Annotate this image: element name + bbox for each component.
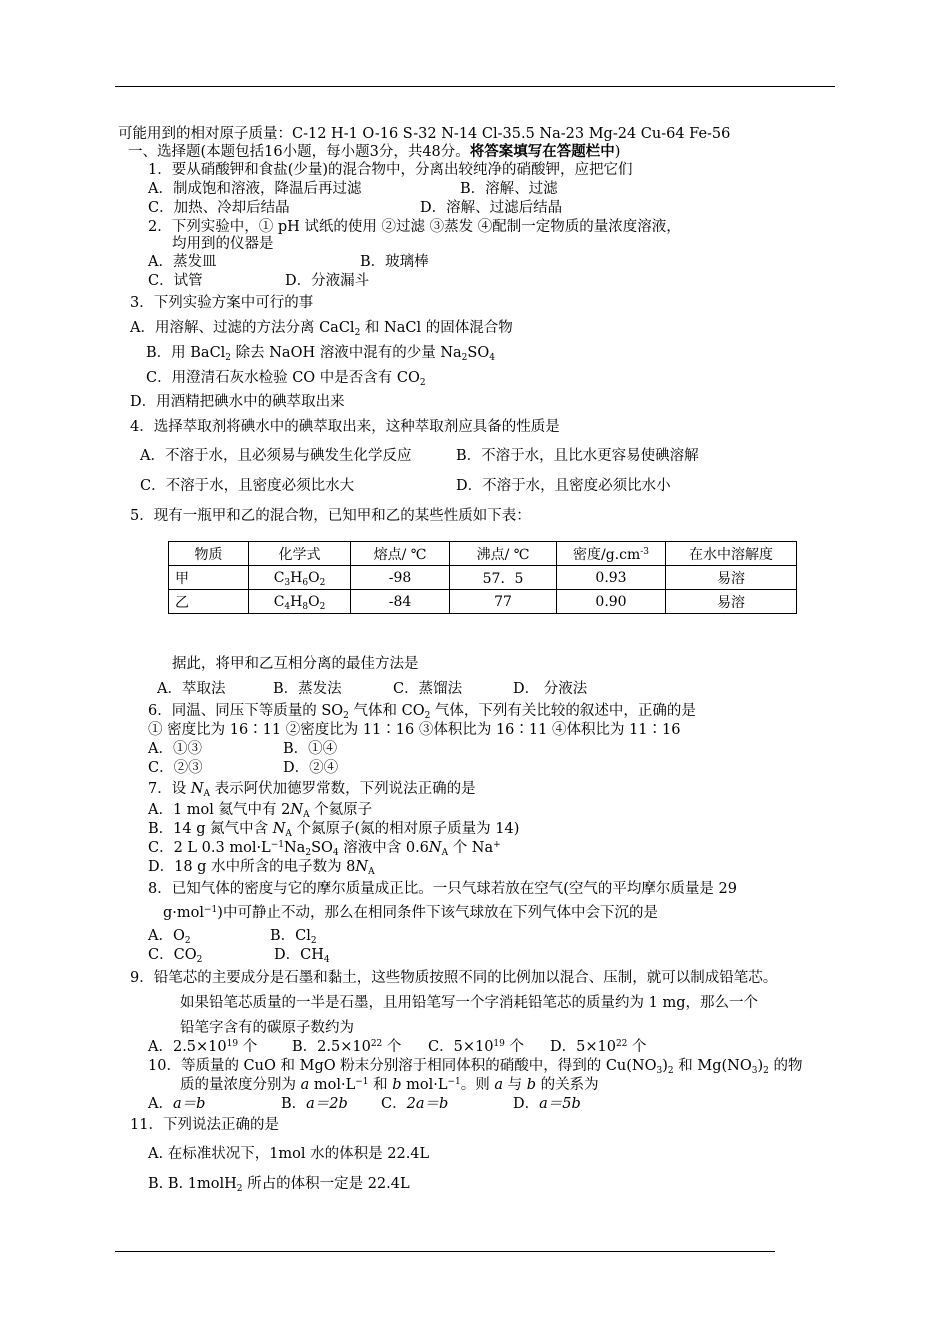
q10-option-b: B．a＝2b (281, 1096, 348, 1112)
q4-stem: 4．选择萃取剂将碘水中的碘萃取出来，这种萃取剂应具备的性质是 (130, 419, 560, 435)
q3-option-a: A．用溶解、过滤的方法分离 CaCl$_2$ 和 NaCl 的固体混合物 (130, 320, 513, 338)
q6-stem: 6．同温、同压下等质量的 $SO_2$ 气体和 $CO_2$ 气体，下列有关比较的叙述中，正确的是 (148, 703, 696, 721)
table-header-cell: 化学式 (249, 542, 351, 566)
q7-option-a: A．1 mol 氦气中有 $2N_A$ 个氦原子 (148, 802, 373, 820)
top-rule (115, 86, 835, 87)
q10-option-d: D．a＝5b (513, 1096, 581, 1112)
q1-stem: 1．要从硝酸钾和食盐(少量)的混合物中，分离出较纯净的硝酸钾，应把它们 (148, 162, 633, 178)
q9-option-b: B．$2.5\times 10^{22}$ 个 (292, 1039, 402, 1055)
table-header-row (169, 542, 797, 566)
q8-option-a: A．$O_2$ (148, 928, 191, 946)
q7-stem: 7．设 $N_A$ 表示阿伏加德罗常数，下列说法正确的是 (148, 781, 476, 799)
q2-option-c: C．试管 (148, 273, 203, 289)
q2-stem-cont: 均用到的仪器是 (172, 236, 274, 252)
q7-option-c: C．2 L 0.3 $mol\cdot L^{-1}Na_2SO_4$ 溶液中含 $0.6N_A$ 个 Na+ (148, 840, 501, 858)
table-cell: 乙 (169, 590, 249, 614)
q9-option-a: A．$2.5\times 10^{19}$ 个 (148, 1039, 258, 1055)
q3-option-b: B．用 BaCl$_2$ 除去 NaOH 溶液中混有的少量 $Na_2SO_4$ (146, 345, 495, 363)
q4-option-b: B．不溶于水，且比水更容易使碘溶解 (456, 448, 699, 464)
q2-stem: 2．下列实验中，① pH 试纸的使用 ②过滤 ③蒸发 ④配制一定物质的量浓度溶液， (148, 219, 681, 235)
table-header-cell: 在水中溶解度 (666, 542, 797, 566)
q3-option-c: C．用澄清石灰水检验 CO 中是否含有 $CO_2$ (146, 370, 426, 388)
section-title: 一、选择题(本题包括16小题，每小题3分，共48分。将答案填写在答题栏中) (128, 143, 621, 160)
q1-option-d: D．溶解、过滤后结晶 (420, 200, 563, 216)
q4-option-d: D．不溶于水，且密度必须比水小 (456, 478, 671, 494)
q1-option-c: C．加热、冷却后结晶 (148, 200, 290, 216)
q9-stem-cont2: 铅笔字含有的碳原子数约为 (180, 1020, 354, 1036)
table-cell: 57．5 (450, 566, 557, 590)
bottom-rule (115, 1251, 775, 1252)
q10-stem: 10．等质量的 CuO 和 MgO 粉末分别溶于相同体积的硝酸中，得到的 $Cu(NO_3)_2$ 和 $Mg(NO_3)_2$ 的物 (148, 1058, 803, 1076)
q2-option-a: A．蒸发皿 (148, 254, 217, 270)
q9-option-c: C．$5\times 10^{19}$ 个 (428, 1039, 524, 1055)
q5-option-c: C．蒸馏法 (393, 681, 463, 697)
table-cell: 易溶 (666, 566, 797, 590)
q9-stem-cont: 如果铅笔芯质量的一半是石墨，且用铅笔写一个字消耗铅笔芯的质量约为 1 mg，那么一个 (180, 995, 758, 1011)
q8-option-d: D．$CH_4$ (274, 947, 330, 965)
q5-option-b: B．蒸发法 (273, 681, 342, 697)
q9-option-d: D．$5\times 10^{22}$ 个 (550, 1039, 647, 1055)
q4-option-c: C．不溶于水，且密度必须比水大 (140, 478, 355, 494)
table-header-cell: 熔点/ ℃ (351, 542, 450, 566)
q1-option-b: B．溶解、过滤 (460, 181, 558, 197)
q6-option-d: D．②④ (283, 760, 339, 776)
q9-stem: 9．铅笔芯的主要成分是石墨和黏土，这些物质按照不同的比例加以混合、压制，就可以制成铅笔芯。 (130, 970, 778, 986)
q3-option-d: D．用酒精把碘水中的碘萃取出来 (130, 394, 345, 410)
table-cell: 77 (450, 590, 557, 614)
q1-option-a: A．制成饱和溶液，降温后再过滤 (148, 181, 362, 197)
q6-option-b: B．①④ (283, 741, 338, 757)
q11-option-b: B. B. 1molH$_2$ 所占的体积一定是 22.4L (148, 1176, 410, 1194)
q11-option-a: A. 在标准状况下，1mol 水的体积是 22.4L (148, 1146, 430, 1162)
table-cell: -84 (351, 590, 450, 614)
table-header-cell: 密度$/g.cm^{-3}$ (557, 542, 666, 566)
q4-option-a: A．不溶于水，且必须易与碘发生化学反应 (140, 448, 412, 464)
q8-stem-cont: g·mol$^{-1}$)中可静止不动，那么在相同条件下该气球放在下列气体中会下沉的是 (163, 905, 658, 921)
q5-option-d: D． 分液法 (513, 681, 588, 697)
table-row (169, 566, 797, 590)
q7-option-d: D．18 g 水中所含的电子数为 $8N_A$ (148, 859, 375, 877)
table-cell: 0.93 (557, 566, 666, 590)
table-cell: 易溶 (666, 590, 797, 614)
q6-option-a: A．①③ (148, 741, 202, 757)
table-cell: 0.90 (557, 590, 666, 614)
q10-stem-cont: 质的量浓度分别为 a $mol\cdot L^{-1}$ 和 b $mol\cdot L^{-1}$。则 a 与 b 的关系为 (180, 1077, 599, 1093)
q8-option-c: C．$CO_2$ (148, 947, 203, 965)
table-cell: $C_4H_8O_2$ (249, 590, 351, 614)
q7-option-b: B．14 g 氮气中含 $N_A$ 个氮原子(氮的相对原子质量为 14) (148, 821, 520, 839)
q3-stem: 3．下列实验方案中可行的事 (130, 295, 314, 311)
q10-option-c: C．2a＝b (381, 1096, 449, 1112)
properties-table (168, 541, 797, 614)
q2-option-b: B．玻璃棒 (360, 254, 429, 270)
atomic-mass-note: 可能用到的相对原子质量：C-12 H-1 O-16 S-32 N-14 Cl-35.5 Na-23 Mg-24 Cu-64 Fe-56 (118, 126, 731, 142)
q6-statements: ① 密度比为 16∶11 ②密度比为 11∶16 ③体积比为 16∶11 ④体积比为 11∶16 (148, 722, 681, 738)
q5-stem-cont: 据此，将甲和乙互相分离的最佳方法是 (172, 656, 419, 672)
q2-option-d: D．分液漏斗 (285, 273, 370, 289)
table-cell: -98 (351, 566, 450, 590)
table-cell: 甲 (169, 566, 249, 590)
q11-stem: 11．下列说法正确的是 (130, 1117, 279, 1133)
q10-option-a: A．a＝b (148, 1096, 206, 1112)
q8-option-b: B．$Cl_2$ (270, 928, 317, 946)
table-row (169, 590, 797, 614)
table-header-cell: 沸点/ ℃ (450, 542, 557, 566)
q5-option-a: A．萃取法 (157, 681, 226, 697)
table-cell: $C_3H_6O_2$ (249, 566, 351, 590)
q8-stem: 8．已知气体的密度与它的摩尔质量成正比。一只气球若放在空气(空气的平均摩尔质量是 29 (148, 881, 737, 897)
q5-stem: 5．现有一瓶甲和乙的混合物，已知甲和乙的某些性质如下表： (130, 508, 531, 524)
q6-option-c: C．②③ (148, 760, 203, 776)
table-header-cell: 物质 (169, 542, 249, 566)
